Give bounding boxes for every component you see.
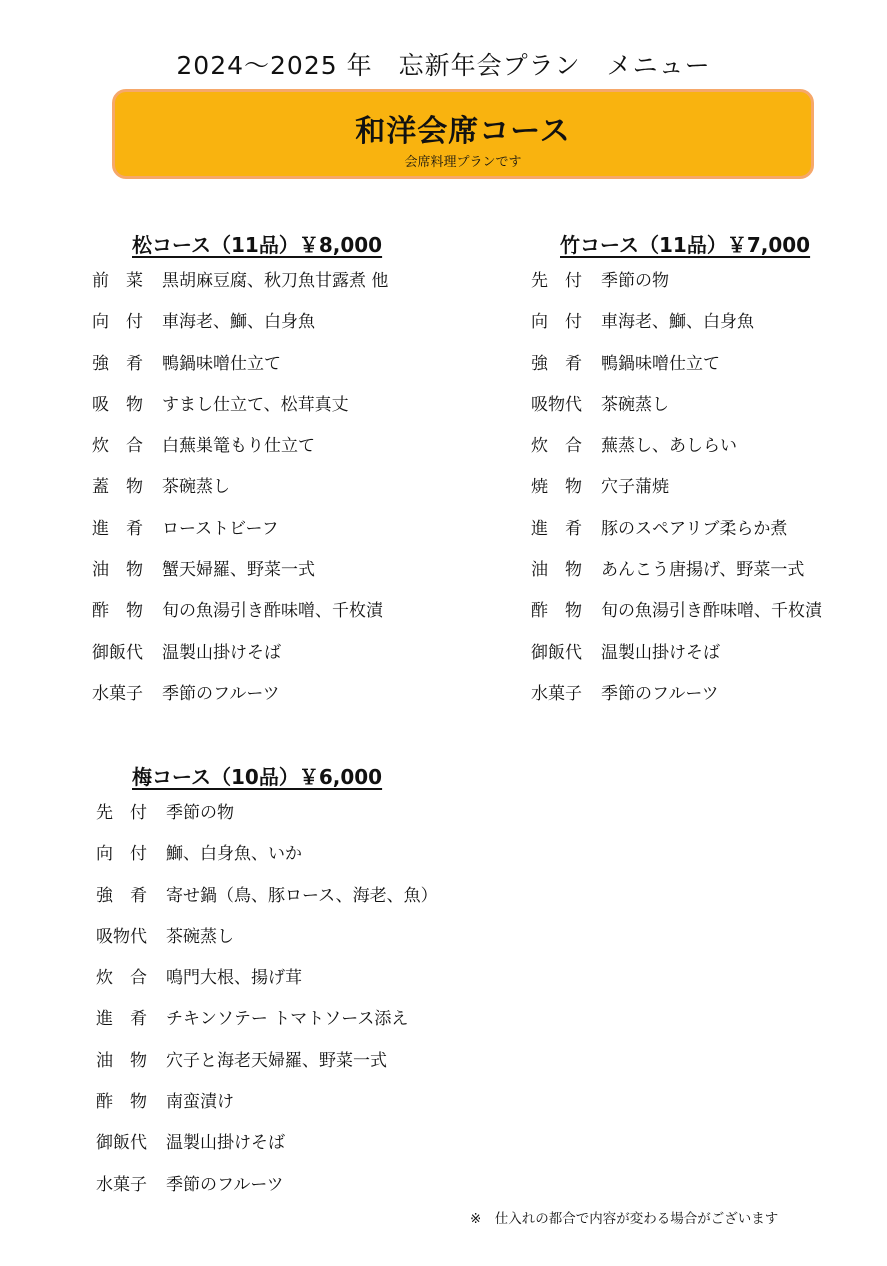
menu-item (96, 1128, 438, 1169)
menu-item-label: 油 物 (531, 560, 582, 581)
menu-item-label: 強 肴 (96, 885, 147, 906)
menu-item-label: 吸 物 (92, 394, 143, 415)
menu-item-label: 酢 物 (92, 601, 143, 622)
course-item-list (96, 798, 438, 1211)
menu-item-dish: 茶碗蒸し (162, 477, 230, 498)
menu-item-dish: ローストビーフ (162, 518, 279, 539)
menu-item (531, 679, 822, 720)
menu-item-label: 炊 合 (96, 968, 147, 989)
menu-item-label: 進 肴 (531, 518, 582, 539)
menu-item-label: 御飯代 (92, 642, 143, 663)
menu-item-dish: 車海老、鰤、白身魚 (601, 312, 754, 333)
menu-item (96, 798, 438, 839)
course-heading: 梅コース（10品）￥6,000 (132, 765, 383, 789)
menu-item-label: 焼 物 (531, 477, 582, 498)
course-heading: 竹コース（11品）￥7,000 (560, 233, 811, 257)
menu-item (92, 472, 388, 513)
menu-item-dish: 旬の魚湯引き酢味噌、千枚漬 (601, 601, 822, 622)
menu-item-label: 油 物 (92, 560, 143, 581)
menu-item (531, 514, 822, 555)
menu-item-label: 向 付 (531, 312, 582, 333)
menu-item (96, 839, 438, 880)
menu-item-dish: 穴子と海老天婦羅、野菜一式 (166, 1050, 387, 1071)
menu-item (92, 638, 388, 679)
menu-item (96, 1046, 438, 1087)
menu-item-label: 水菓子 (531, 683, 582, 704)
menu-item-label: 酢 物 (96, 1092, 147, 1113)
banner-subtitle: 会席料理プランです (404, 155, 522, 170)
menu-item (531, 266, 822, 307)
menu-item-label: 吸物代 (531, 394, 582, 415)
menu-item (92, 390, 388, 431)
menu-item (92, 514, 388, 555)
menu-item (531, 472, 822, 513)
menu-item (531, 638, 822, 679)
menu-item-label: 炊 合 (92, 436, 143, 457)
menu-item-dish: 鳴門大根、揚げ茸 (166, 968, 302, 989)
menu-item (92, 679, 388, 720)
menu-item-dish: 季節のフルーツ (162, 683, 280, 704)
menu-item-dish: 車海老、鰤、白身魚 (162, 312, 315, 333)
menu-item-dish: チキンソテー トマトソース添え (166, 1009, 409, 1030)
menu-item-label: 蓋 物 (92, 477, 143, 498)
menu-item-dish: 鴨鍋味噌仕立て (162, 353, 281, 374)
menu-item (531, 349, 822, 390)
menu-item-dish: あんこう唐揚げ、野菜一式 (601, 560, 805, 581)
menu-item-dish: 南蛮漬け (166, 1092, 234, 1113)
menu-item-dish: 温製山掛けそば (166, 1133, 285, 1154)
menu-item-label: 炊 合 (531, 436, 582, 457)
menu-item-dish: 鰤、白身魚、いか (166, 844, 302, 865)
menu-item-dish: 鴨鍋味噌仕立て (601, 353, 720, 374)
menu-item (92, 266, 388, 307)
course-item-list (531, 266, 822, 720)
menu-item (92, 596, 388, 637)
menu-item (531, 555, 822, 596)
disclaimer-note: ※ 仕入れの都合で内容が変わる場合がございます (470, 1211, 779, 1227)
menu-item-label: 向 付 (92, 312, 143, 333)
menu-item-dish: すまし仕立て、松茸真丈 (162, 394, 349, 415)
page-title: 2024～2025 年 忘新年会プラン メニュー (176, 51, 711, 80)
menu-item (96, 1004, 438, 1045)
menu-item-label: 向 付 (96, 844, 147, 865)
menu-item-label: 進 肴 (96, 1009, 147, 1030)
menu-item-label: 酢 物 (531, 601, 582, 622)
menu-item (96, 1170, 438, 1211)
menu-item-label: 水菓子 (96, 1174, 147, 1195)
menu-item (92, 349, 388, 390)
menu-item (531, 596, 822, 637)
menu-item-label: 御飯代 (531, 642, 582, 663)
course-item-list (92, 266, 388, 720)
menu-item (92, 431, 388, 472)
menu-item-dish: 寄せ鍋（鳥、豚ロース、海老、魚） (166, 885, 438, 906)
menu-item-dish: 穴子蒲焼 (601, 477, 669, 498)
menu-item-dish: 季節の物 (166, 803, 234, 823)
menu-item-label: 先 付 (96, 803, 147, 823)
menu-item-dish: 旬の魚湯引き酢味噌、千枚漬 (162, 601, 383, 622)
menu-item-label: 吸物代 (96, 926, 147, 947)
menu-item-label: 油 物 (96, 1050, 147, 1071)
menu-item (531, 390, 822, 431)
menu-item-dish: 蕪蒸し、あしらい (601, 436, 737, 457)
menu-item (96, 963, 438, 1004)
menu-item (96, 1087, 438, 1128)
course-banner (112, 89, 814, 179)
menu-item-label: 進 肴 (92, 518, 143, 539)
menu-item (92, 307, 388, 348)
menu-item (96, 922, 438, 963)
menu-item-dish: 黒胡麻豆腐、秋刀魚甘露煮 他 (162, 271, 389, 291)
menu-item-dish: 蟹天婦羅、野菜一式 (162, 560, 315, 581)
menu-item-dish: 白蕪巣篭もり仕立て (162, 436, 315, 457)
menu-item-dish: 豚のスペアリブ柔らか煮 (601, 518, 788, 539)
menu-item-dish: 季節の物 (601, 271, 669, 291)
menu-item-label: 水菓子 (92, 683, 143, 704)
course-heading: 松コース（11品）￥8,000 (132, 233, 383, 257)
menu-item (96, 881, 438, 922)
banner-title: 和洋会席コース (355, 114, 571, 149)
menu-item-label: 強 肴 (531, 353, 582, 374)
menu-item-label: 強 肴 (92, 353, 143, 374)
menu-item-dish: 温製山掛けそば (601, 642, 720, 663)
menu-item-dish: 茶碗蒸し (601, 394, 669, 415)
menu-item (92, 555, 388, 596)
menu-item-dish: 季節のフルーツ (166, 1174, 284, 1195)
menu-item-label: 御飯代 (96, 1133, 147, 1154)
menu-item (531, 307, 822, 348)
menu-item-dish: 季節のフルーツ (601, 683, 719, 704)
menu-item-dish: 茶碗蒸し (166, 926, 234, 947)
menu-item (531, 431, 822, 472)
menu-item-label: 先 付 (531, 271, 582, 291)
menu-item-label: 前 菜 (92, 271, 143, 291)
menu-item-dish: 温製山掛けそば (162, 642, 281, 663)
